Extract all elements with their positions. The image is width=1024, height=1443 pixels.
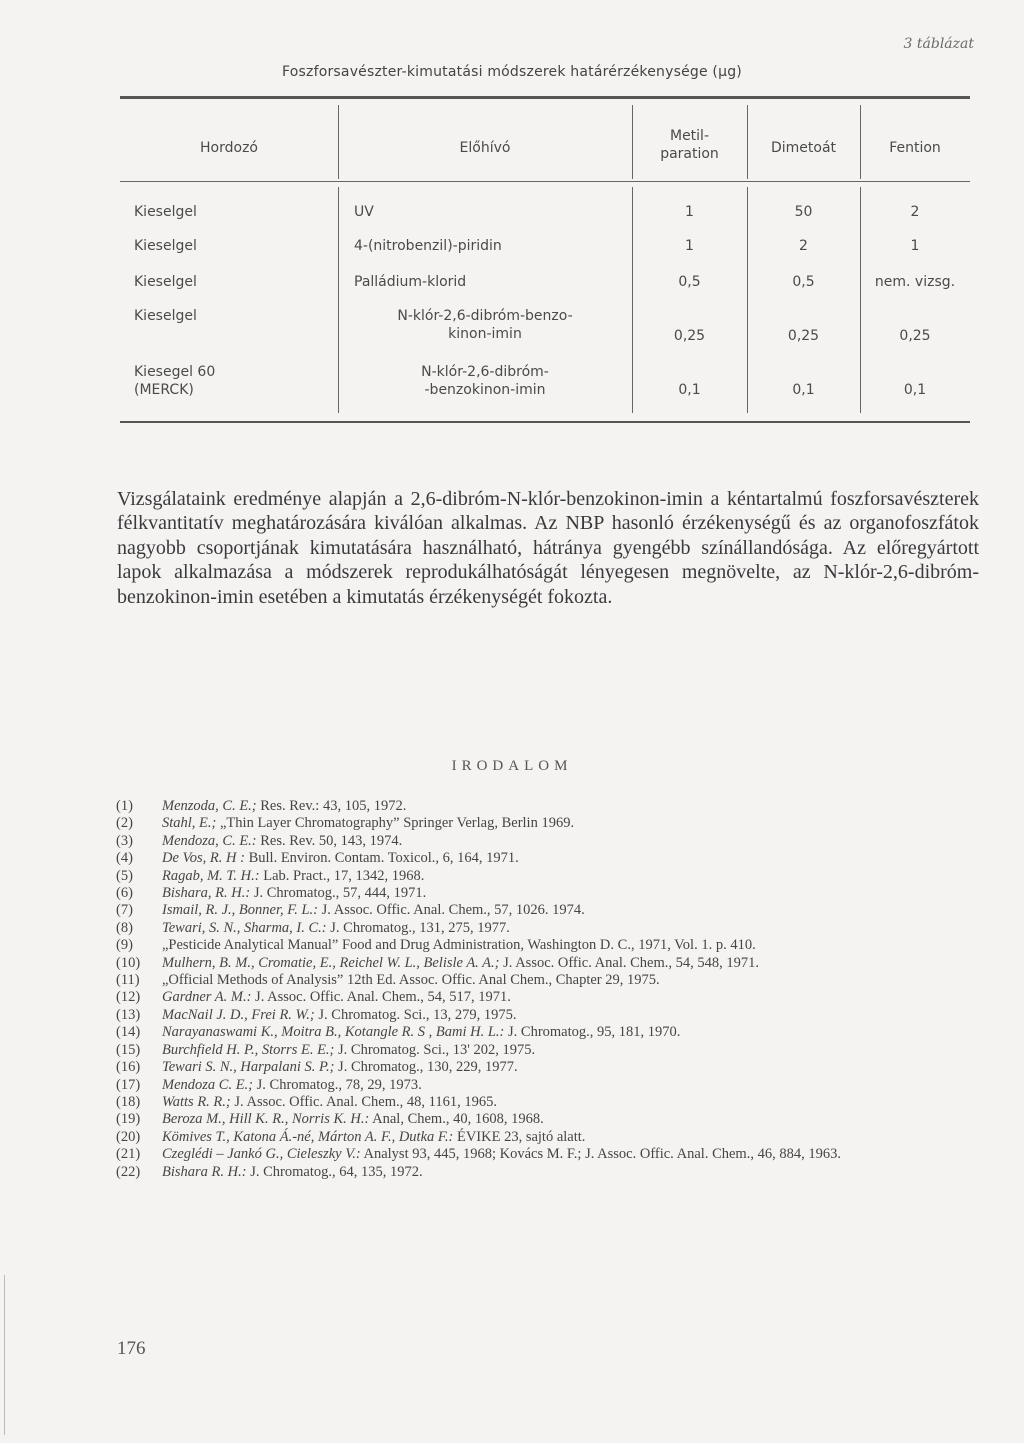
- reference-item: [108, 1129, 988, 1146]
- cell-fention: 2: [910, 204, 920, 220]
- reference-authors: Ragab, M. T. H.:: [162, 867, 260, 884]
- reference-source: „Official Methods of Analysis” 12th Ed. Assoc. Offic. Anal Chem., Chapter 29, 1975.: [162, 972, 660, 989]
- reference-source: „Thin Layer Chromatography” Springer Verlag, Berlin 1969.: [216, 815, 575, 832]
- header-fention: Fention: [889, 140, 941, 156]
- reference-authors: De Vos, R. H :: [162, 850, 245, 867]
- cell-hordozo: Kieselgel: [134, 308, 197, 324]
- cell-metilparation: 0,25: [673, 328, 706, 344]
- reference-authors: Narayanaswami K., Moitra B., Kotangle R. S , Bami H. L.:: [162, 1024, 505, 1041]
- reference-authors: Mendoza, C. E.:: [162, 832, 257, 849]
- reference-source: „Pesticide Analytical Manual” Food and Drug Administration, Washington D. C., 1971, Vol. 1. p. 410.: [162, 937, 756, 954]
- reference-source: J. Chromatog., 131, 275, 1977.: [326, 919, 510, 936]
- reference-item: [108, 815, 988, 832]
- reference-source: J. Chromatog., 130, 229, 1977.: [334, 1059, 518, 1076]
- reference-number: (2): [116, 815, 133, 832]
- reference-source: Bull. Environ. Contam. Toxicol., 6, 164, 1971.: [244, 850, 519, 867]
- reference-authors: Bishara, R. H.:: [162, 885, 251, 902]
- reference-source: J. Chromatog., 78, 29, 1973.: [253, 1076, 422, 1093]
- reference-item: [108, 868, 988, 885]
- table-title: Foszforsavészter-kimutatási módszerek határérzékenysége (μg): [282, 64, 742, 80]
- cell-fention: 1: [910, 238, 920, 254]
- cell-dimetoat: 0,25: [787, 328, 820, 344]
- reference-number: (22): [116, 1163, 141, 1180]
- reference-number: (5): [116, 867, 133, 884]
- cell-dimetoat: 2: [799, 238, 808, 254]
- reference-source: Lab. Pract., 17, 1342, 1968.: [259, 867, 425, 884]
- reference-number: (1): [116, 798, 133, 814]
- header-rule: [120, 181, 970, 182]
- reference-item: [108, 1007, 988, 1024]
- cell-fention: 0,25: [899, 328, 931, 344]
- reference-item: [108, 798, 988, 815]
- cell-hordozo: Kieselgel: [134, 204, 197, 220]
- reference-authors: Tewari, S. N., Sharma, I. C.:: [162, 919, 327, 936]
- reference-number: (21): [116, 1146, 141, 1163]
- reference-authors: Ismail, R. J., Bonner, F. L.:: [162, 902, 319, 919]
- reference-item: [108, 1094, 988, 1111]
- reference-item: [108, 955, 988, 972]
- cell-elohivo: UV: [354, 204, 374, 220]
- reference-number: (10): [116, 954, 141, 971]
- header-dimetoat: Dimetoát: [770, 140, 837, 156]
- reference-authors: Stahl, E.;: [162, 815, 217, 832]
- reference-number: (13): [116, 1006, 141, 1023]
- reference-source: J. Chromatog., 95, 181, 1970.: [504, 1024, 681, 1041]
- reference-item: [108, 1077, 988, 1094]
- reference-authors: Gardner A. M.:: [162, 989, 252, 1006]
- reference-authors: Beroza M., Hill K. R., Norris K. H.:: [162, 1111, 370, 1128]
- reference-item: [108, 1042, 988, 1059]
- reference-item: [108, 920, 988, 937]
- reference-list: [108, 798, 988, 1181]
- header-elohivo: Előhívó: [459, 140, 511, 156]
- header-metilparation: Metil- paration: [660, 128, 719, 162]
- reference-item: [108, 989, 988, 1006]
- reference-item: [108, 902, 988, 919]
- reference-number: (8): [116, 919, 133, 936]
- reference-source: J. Chromatog., 57, 444, 1971.: [250, 885, 427, 902]
- reference-number: (3): [116, 832, 133, 849]
- reference-item: [108, 1059, 988, 1076]
- reference-number: (17): [116, 1076, 141, 1093]
- reference-source: J. Chromatog., 64, 135, 1972.: [246, 1163, 423, 1180]
- reference-source: Anal, Chem., 40, 1608, 1968.: [369, 1111, 544, 1128]
- cell-metilparation: 1: [685, 238, 694, 254]
- reference-number: (19): [116, 1111, 141, 1128]
- cell-elohivo: N-klór-2,6-dibróm- -benzokinon-imin: [421, 364, 549, 398]
- reference-item: [108, 1164, 988, 1181]
- reference-item: [108, 937, 988, 954]
- reference-number: (6): [116, 885, 133, 902]
- reference-authors: Kömives T., Katona Á.-né, Márton A. F., Dutka F.:: [162, 1128, 454, 1145]
- cell-metilparation: 0,1: [678, 382, 701, 398]
- reference-source: J. Assoc. Offic. Anal. Chem., 54, 548, 1971.: [499, 954, 759, 971]
- reference-item: [108, 850, 988, 867]
- cell-hordozo: Kieselgel: [134, 274, 197, 290]
- reference-authors: Mulhern, B. M., Cromatie, E., Reichel W. L., Belisle A. A.;: [162, 954, 500, 971]
- cell-hordozo: Kieselgel: [134, 238, 197, 254]
- reference-authors: MacNail J. D., Frei R. W.;: [162, 1006, 315, 1023]
- reference-number: (7): [116, 902, 133, 919]
- cell-elohivo: Palládium-klorid: [354, 274, 467, 290]
- references-heading: IRODALOM: [451, 758, 573, 774]
- reference-source: ÉVIKE 23, sajtó alatt.: [453, 1128, 586, 1145]
- reference-source: J. Assoc. Offic. Anal. Chem., 48, 1161, 1965.: [230, 1093, 497, 1110]
- reference-authors: Bishara R. H.:: [162, 1163, 247, 1180]
- reference-authors: Czeglédi – Jankó G., Cieleszky V.:: [162, 1146, 361, 1163]
- reference-source: J. Chromatog. Sci., 13, 279, 1975.: [314, 1006, 517, 1023]
- reference-number: (9): [116, 937, 133, 954]
- reference-number: (11): [116, 972, 140, 989]
- reference-source: J. Assoc. Offic. Anal. Chem., 57, 1026. 1974.: [318, 902, 585, 919]
- reference-item: [108, 885, 988, 902]
- reference-number: (16): [116, 1059, 141, 1076]
- scan-edge: [4, 1275, 5, 1435]
- reference-authors: Mendoza C. E.;: [162, 1076, 254, 1093]
- reference-source: Analyst 93, 445, 1968; Kovács M. F.; J. Assoc. Offic. Anal. Chem., 46, 884, 1963.: [360, 1146, 841, 1163]
- reference-source: Res. Rev. 50, 143, 1974.: [256, 832, 403, 849]
- reference-source: J. Chromatog. Sci., 13' 202, 1975.: [334, 1041, 536, 1058]
- reference-number: (4): [116, 850, 133, 867]
- reference-item: [108, 972, 988, 989]
- reference-item: [108, 1111, 988, 1128]
- cell-dimetoat: 0,5: [792, 274, 815, 290]
- cell-metilparation: 0,5: [678, 274, 701, 290]
- reference-number: (14): [116, 1024, 141, 1041]
- reference-source: J. Assoc. Offic. Anal. Chem., 54, 517, 1971.: [251, 989, 511, 1006]
- cell-fention: nem. vizsg.: [874, 274, 956, 290]
- reference-authors: Tewari S. N., Harpalani S. P.;: [162, 1059, 335, 1076]
- reference-number: (15): [116, 1041, 141, 1058]
- sensitivity-table: [120, 96, 970, 423]
- reference-item: [108, 1024, 988, 1041]
- cell-elohivo: N-klór-2,6-dibróm-benzo- kinon-imin: [397, 308, 573, 342]
- reference-source: Res. Rev.: 43, 105, 1972.: [256, 798, 407, 814]
- cell-elohivo: 4-(nitrobenzil)-piridin: [354, 238, 502, 254]
- reference-authors: Burchfield H. P., Storrs E. E.;: [162, 1041, 335, 1058]
- cell-hordozo: Kiesegel 60 (MERCK): [134, 364, 216, 398]
- page-number: 176: [117, 1338, 146, 1359]
- reference-number: (12): [116, 989, 141, 1006]
- cell-dimetoat: 0,1: [792, 382, 815, 398]
- body-paragraph: Vizsgálataink eredménye alapján a 2,6-dibróm-N-klór-benzokinon-imin a kéntartalmú foszforsavészterek félkvantitatív meghatározására kiválóan alkalmas. Az NBP hasonló érzékenységű és az organofoszfátok nagyobb csoportjának kimutatására használható, hátránya gyengébb színállandósága. Az előregyártott lapok alkalmazása a módszerek reprodukálhatóságát lényegesen megnövelte, az N-klór-2,6-dibróm-benzokinon-imin esetében a kimutatás érzékenységét fokozta.: [117, 488, 979, 608]
- reference-number: (18): [116, 1093, 141, 1110]
- reference-authors: Menzoda, C. E.;: [162, 798, 257, 814]
- cell-fention: 0,1: [903, 382, 927, 398]
- reference-item: [108, 1146, 988, 1163]
- table-label: 3 táblázat: [903, 36, 974, 52]
- cell-dimetoat: 50: [794, 204, 813, 220]
- reference-authors: Watts R. R.;: [162, 1093, 231, 1110]
- cell-metilparation: 1: [685, 204, 694, 220]
- header-hordozo: Hordozó: [200, 140, 258, 156]
- reference-number: (20): [116, 1128, 141, 1145]
- reference-item: [108, 833, 988, 850]
